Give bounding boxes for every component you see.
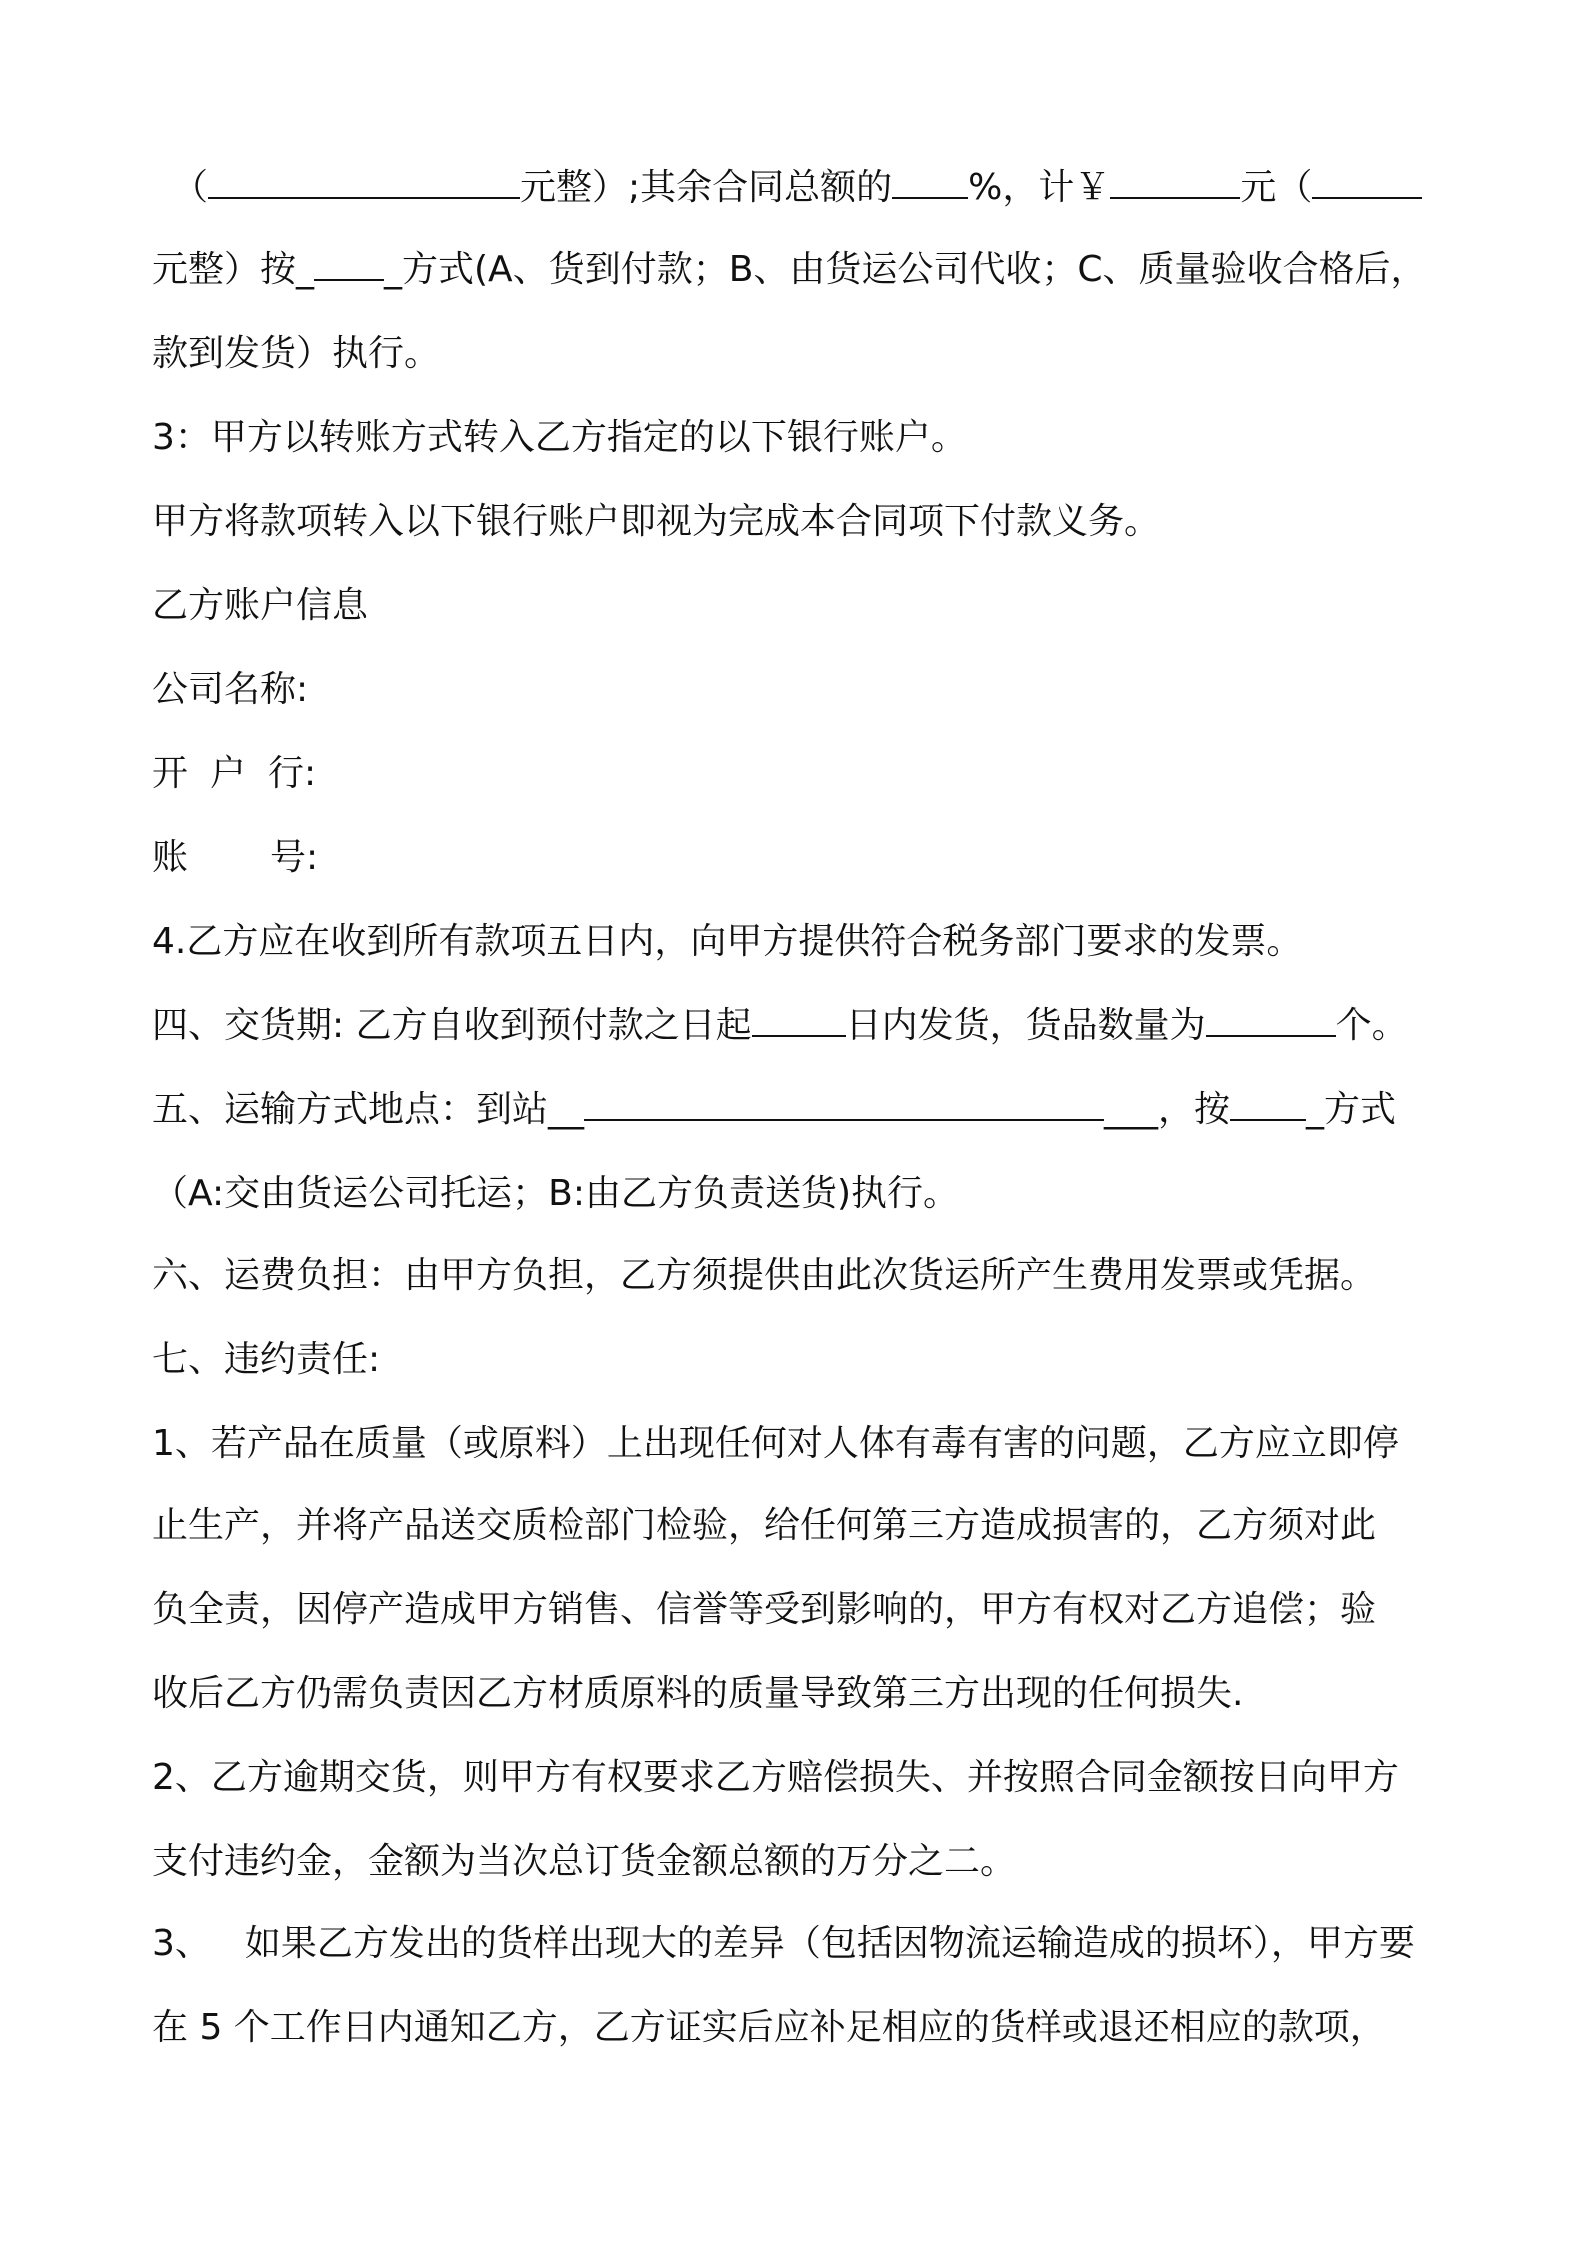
- breach-clause-3-line-1: [152, 1918, 1436, 1970]
- fill-blank: [752, 1001, 846, 1037]
- text: ___，按: [1104, 1089, 1231, 1130]
- fill-blank: [314, 245, 384, 281]
- text: 日内发货，货品数量为: [845, 1005, 1206, 1046]
- fill-blank: [1230, 1085, 1306, 1121]
- fill-blank: [208, 163, 520, 199]
- fill-blank: [892, 163, 968, 199]
- fill-blank: [584, 1085, 1104, 1121]
- text: 如果乙方发出的货样出现大的差异（包括因物流运输造成的损坏），甲方要: [244, 1923, 1415, 1964]
- delivery-period: [152, 1000, 1436, 1052]
- contract-line-1: [152, 162, 1436, 214]
- text: 个。: [1335, 1005, 1408, 1046]
- text: %，计￥: [968, 167, 1111, 208]
- text: _方式: [1306, 1089, 1397, 1130]
- text: 元整）;其余合同总额的: [520, 167, 893, 208]
- transport-options: （A:交由货运公司托运；B:由乙方负责送货)执行。: [152, 1173, 959, 1214]
- bank-label: [152, 748, 1436, 800]
- text: （: [172, 167, 209, 208]
- contract-line-5: 甲方将款项转入以下银行账户即视为完成本合同项下付款义务。: [152, 501, 1161, 542]
- account-number-label: [152, 832, 1436, 884]
- fill-blank: [1206, 1001, 1336, 1037]
- text: 户: [210, 753, 247, 794]
- contract-line-3: 款到发货）执行。: [152, 333, 441, 374]
- text: 元（: [1240, 167, 1313, 208]
- breach-clause-1-line-2: 止生产，并将产品送交质检部门检验，给任何第三方造成损害的，乙方须对此: [152, 1505, 1377, 1546]
- breach-heading: 七、违约责任:: [152, 1339, 381, 1380]
- clause-3: 3：甲方以转账方式转入乙方指定的以下银行账户。: [152, 417, 967, 458]
- transport-method: [152, 1084, 1436, 1136]
- text: 五、运输方式地点：到站__: [152, 1089, 585, 1130]
- account-info-heading: 乙方账户信息: [152, 585, 369, 626]
- clause-4: 4.乙方应在收到所有款项五日内，向甲方提供符合税务部门要求的发票。: [152, 921, 1303, 962]
- text: 开: [152, 753, 189, 794]
- contract-line-2: [152, 244, 1436, 296]
- breach-clause-1-line-4: 收后乙方仍需负责因乙方材质原料的质量导致第三方出现的任何损失.: [152, 1673, 1244, 1714]
- breach-clause-2-line-2: 支付违约金，金额为当次总订货金额总额的万分之二。: [152, 1841, 1017, 1882]
- text: _方式(A、货到付款；B、由货运公司代收；C、质量验收合格后，: [384, 249, 1427, 290]
- text: 元整）按_: [152, 249, 315, 290]
- breach-clause-1-line-1: 1、若产品在质量（或原料）上出现任何对人体有毒有害的问题，乙方应立即停: [152, 1423, 1399, 1464]
- text: 号:: [270, 837, 319, 878]
- company-name-label: 公司名称:: [152, 669, 309, 710]
- fill-blank: [1312, 163, 1422, 199]
- freight-burden: 六、运费负担：由甲方负担，乙方须提供由此次货运所产生费用发票或凭据。: [152, 1255, 1377, 1296]
- text: 四、交货期: 乙方自收到预付款之日起: [152, 1005, 752, 1046]
- breach-clause-2-line-1: 2、乙方逾期交货，则甲方有权要求乙方赔偿损失、并按照合同金额按日向甲方: [152, 1757, 1399, 1798]
- breach-clause-3-line-2: 在 5 个工作日内通知乙方，乙方证实后应补足相应的货样或退还相应的款项，: [152, 2007, 1386, 2048]
- text: 3、: [152, 1923, 211, 1964]
- fill-blank: [1110, 163, 1240, 199]
- text: 行:: [268, 753, 317, 794]
- text: 账: [152, 837, 189, 878]
- breach-clause-1-line-3: 负全责，因停产造成甲方销售、信誉等受到影响的，甲方有权对乙方追偿；验: [152, 1589, 1377, 1630]
